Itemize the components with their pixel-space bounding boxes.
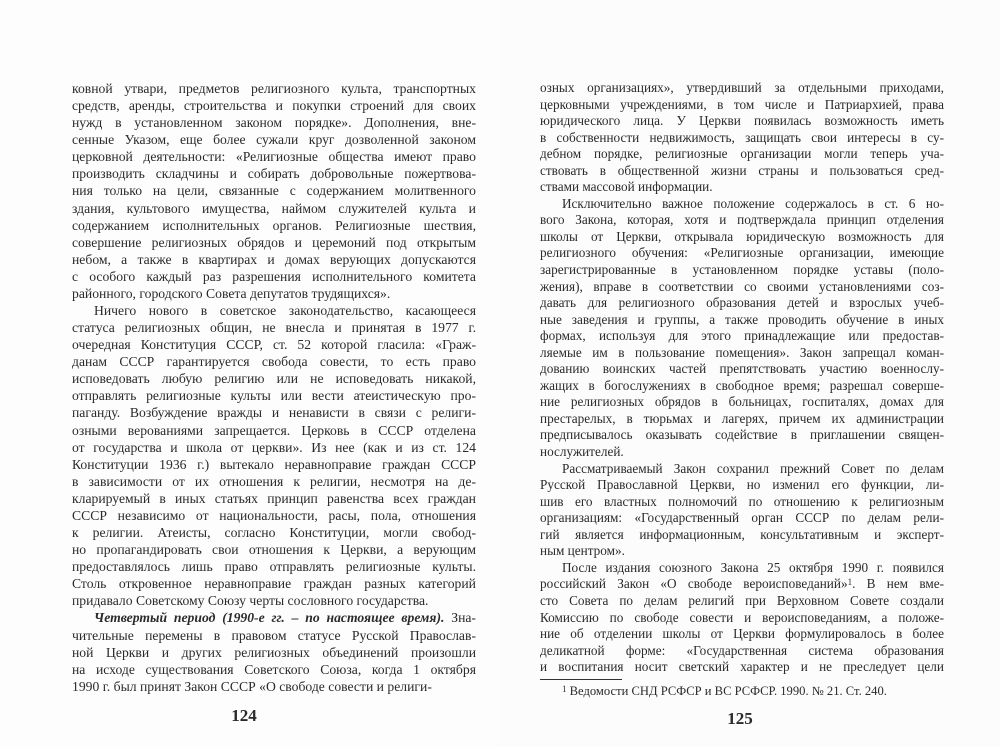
text-line: ной Церкви и других религиозных объединений произошли <box>72 644 476 660</box>
footnote-ref-line <box>540 576 944 593</box>
text-line: исповедовать любую религию или не исповедовать никакой, <box>72 371 476 387</box>
page-number-left: 124 <box>231 706 257 725</box>
text-line: СССР независимо от национальности, расы, пола, отношения <box>72 507 476 523</box>
text-line: церковными учреждениями, в том числе и Патриархией, права <box>540 96 944 112</box>
footnote-ref-text: российский Закон «О свободе вероисповеданий» <box>540 576 848 592</box>
text-line: с особого каждый раз разрешения исполнительного комитета <box>72 268 476 284</box>
text-line: производить складчины и собирать добровольные пожертвова- <box>72 166 476 182</box>
period-heading: Четвертый период (1990-е гг. – по настоящее время). <box>94 610 445 626</box>
text-line: предоставлялось лишь право отправлять религиозные культы. <box>72 559 476 575</box>
text-line: озными верованиями запрещается. Церковь в СССР отделена <box>72 422 476 438</box>
text-line: в собственности недвижимость, защищать свои интересы в су- <box>540 129 944 145</box>
text-line: формах, используя для этого принадлежащие или предостав- <box>540 328 944 344</box>
text-line: ковной утвари, предметов религиозного культа, транспортных <box>72 81 476 96</box>
text-line: жения), вправе в соответствии со своими установлениями соз- <box>540 278 944 294</box>
text-line: ние об отделении школы от Церкви формулировалось в более <box>540 626 944 642</box>
text-line: ные заведения и группы, а также проводить обучение в иных <box>540 311 944 327</box>
text-line: на исходе существования Советского Союза, когда 1 октября <box>72 661 476 677</box>
text-line: районного, городского Совета депутатов трудящихся». <box>72 285 391 301</box>
text-line: кларируемый в иных статьях принцип равенства всех граждан <box>72 490 476 506</box>
text-line: в зависимости от их отношения к религии, несмотря на де- <box>72 473 476 489</box>
text-line: ние религиозных обрядов в больницах, госпиталях, домах для <box>540 394 944 410</box>
text-line: паганду. Возбуждение вражды и ненависти в связи с религи- <box>72 405 476 421</box>
right-page-text <box>540 80 944 676</box>
text-line: ным центром». <box>540 543 625 559</box>
text-line: дованию воинских частей препятствовать участию военнослу- <box>540 361 944 377</box>
text-line: озных организациях», утвердивший за отдельными приходами, <box>540 80 944 95</box>
text-line: сенные Указом, еще более сужали круг дозволенной законом <box>72 132 476 148</box>
text-line: но пропагандировать свои отношения к Церкви, а верующим <box>72 542 476 558</box>
footnote-marker: 1 <box>562 684 567 694</box>
text-line: сто Совета по делам религий при Верховном Совете создали <box>540 592 944 608</box>
text-line: придавало Советскому Союзу черты сословного государства. <box>72 593 429 609</box>
text-line: гий является информационным, консультативным и эксперт- <box>540 526 944 542</box>
text-line: Рассматриваемый Закон сохранил прежний Совет по делам <box>562 460 944 476</box>
text-line: средств, аренды, строительства и покупки строений для своих <box>72 98 476 114</box>
text-line: ния только на цели, связанные с содержанием молитвенного <box>72 183 476 199</box>
text-line: 1990 г. был принят Закон СССР «О свободе совести и религи- <box>72 678 432 694</box>
text-line: Столь откровенное неравноправие граждан разных категорий <box>72 576 476 592</box>
text-line: Конституции 1936 г.) вытекало неравноправие граждан СССР <box>72 456 476 472</box>
footnote-text: Ведомости СНД РСФСР и ВС РСФСР. 1990. № 21. Ст. 240. <box>566 684 887 698</box>
text-line: юридического лица. У Церкви появилась возможность иметь <box>540 113 944 129</box>
text-line: ствами массовой информации. <box>540 179 713 195</box>
text-line: давать для религиозного образования детей и взрослых учеб- <box>540 295 944 311</box>
text-line: к религии. Атеисты, согласно Конституции, могли свобод- <box>72 525 476 541</box>
footnote-ref-continuation: . В нем вме- <box>852 576 944 592</box>
text-line: После издания союзного Закона 25 октября 1990 г. появился <box>562 559 944 575</box>
text-line: отправлять религиозные культы или вести атеистическую про- <box>72 388 476 404</box>
text-line: нослужителей. <box>540 444 624 460</box>
text-line: ствовать в общественной жизни страны и пользоваться сред- <box>540 162 944 178</box>
text-line: шив его властных полномочий по отношению к религиозным <box>540 493 944 509</box>
text-line: и воспитания носит светский характер и не преследует цели <box>540 659 944 675</box>
text-line: статуса религиозных общин, не внесла и принятая в 1977 г. <box>72 320 476 336</box>
text-line: нужд в установленном законом порядке». Дополнения, вне- <box>72 115 476 131</box>
text-line: школы от Церкви, открывала юридическую возможность для <box>540 228 944 244</box>
text-line: предписывалось оказывать содействие в приглашении священ- <box>540 427 944 443</box>
text-line: от государства и школа от церкви». Из нее (как и из ст. 124 <box>72 439 476 455</box>
text-line: совершение религиозных обрядов и церемоний под открытым <box>72 234 476 250</box>
text-line: Исключительно важное положение содержалось в ст. 6 но- <box>562 195 944 211</box>
text-line: данам СССР гарантируется свобода совести, то есть право <box>72 354 476 370</box>
text-line: деликатной форме: «Государственная система образования <box>540 642 944 658</box>
left-page-text <box>72 80 476 695</box>
text-line: Русской Православной Церкви, но изменил его функции, ли- <box>540 477 944 493</box>
text-line: престарелых, в тюрьмах и лагерях, причем их администрации <box>540 410 944 426</box>
footnote <box>562 683 887 699</box>
text-line: здания, культового имущества, наймом служителей культа и <box>72 200 476 216</box>
footnote-separator <box>540 679 622 680</box>
heading-continuation: Зна- <box>444 610 476 626</box>
text-line: дебном порядке, религиозные организации могли теперь уча- <box>540 146 944 162</box>
text-line: зарегистрированные в установленном порядке уставы (поло- <box>540 262 944 278</box>
text-line: Ничего нового в советское законодательство, касающееся <box>94 303 476 319</box>
footnote-reference[interactable]: 1 <box>847 577 853 588</box>
text-line: ляемые им в пользование помещения». Закон запрещал коман- <box>540 344 944 360</box>
text-line: содержанием исполнительных органов. Религиозные шествия, <box>72 217 476 233</box>
text-line: жащих в богослужениях в свободное время; разрешал соверше- <box>540 377 944 393</box>
text-line: вого Закона, которая, хотя и подтверждала принцип отделения <box>540 212 944 228</box>
text-line: организациям: «Государственный орган СССР по делам рели- <box>540 510 944 526</box>
text-line: церковной деятельности: «Религиозные общества имеют право <box>72 149 476 165</box>
text-line: чительные перемены в правовом статусе Русской Православ- <box>72 627 476 643</box>
text-line: Комиссию по свободе совести и вероисповеданиям, а положе- <box>540 609 944 625</box>
period-heading-line <box>72 609 476 626</box>
right-page <box>500 0 1000 747</box>
text-line: очередная Конституция СССР, ст. 52 которой гласила: «Граж- <box>72 337 476 353</box>
text-line: небом, а также в квартирах и домах верующих допускаются <box>72 251 476 267</box>
text-line: религиозного обучения: «Религиозные организации, имеющие <box>540 245 944 261</box>
page-number-right: 125 <box>727 709 753 728</box>
